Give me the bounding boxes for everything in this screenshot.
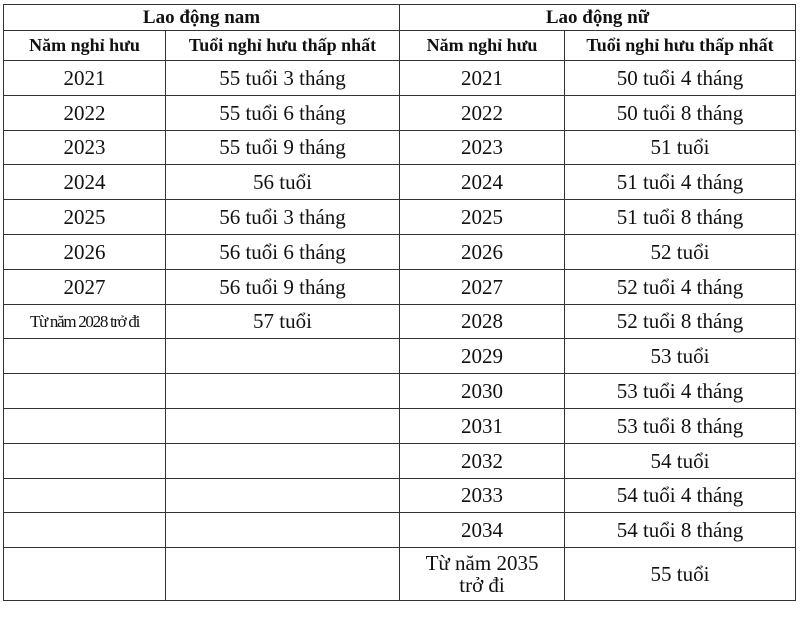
table-row xyxy=(4,269,796,304)
table-cell-male-age: 55 tuổi 6 tháng xyxy=(166,95,400,130)
table-row xyxy=(4,478,796,513)
table-cell-female-age: 51 tuổi 4 tháng xyxy=(565,165,796,200)
table-cell-female-age: 53 tuổi xyxy=(565,339,796,374)
table-cell-female-year: 2028 xyxy=(400,304,565,339)
table-cell-female-year: 2026 xyxy=(400,234,565,269)
retirement-age-table xyxy=(3,4,796,601)
table-row xyxy=(4,374,796,409)
table-cell-male-age: 55 tuổi 3 tháng xyxy=(166,61,400,96)
table-cell-female-year: 2025 xyxy=(400,200,565,235)
table-row xyxy=(4,234,796,269)
table-cell-female-age: 54 tuổi 4 tháng xyxy=(565,478,796,513)
table-cell-male-year xyxy=(4,443,166,478)
table-row xyxy=(4,513,796,548)
table-cell-female-year: 2021 xyxy=(400,61,565,96)
table-cell-female-age: 51 tuổi 8 tháng xyxy=(565,200,796,235)
table-cell-male-age xyxy=(166,478,400,513)
table-row xyxy=(4,200,796,235)
table-cell-male-age: 55 tuổi 9 tháng xyxy=(166,130,400,165)
table-row xyxy=(4,408,796,443)
table-row xyxy=(4,95,796,130)
table-cell-female-age: 51 tuổi xyxy=(565,130,796,165)
group-header-row xyxy=(4,5,796,31)
table-cell-male-age xyxy=(166,443,400,478)
table-cell-female-age: 54 tuổi 8 tháng xyxy=(565,513,796,548)
table-cell-female-age: 52 tuổi 4 tháng xyxy=(565,269,796,304)
column-header-female-age: Tuổi nghỉ hưu thấp nhất xyxy=(565,31,796,61)
table-cell-male-age: 56 tuổi 6 tháng xyxy=(166,234,400,269)
table-cell-male-year: Từ năm 2028 trở đi xyxy=(4,304,166,339)
table-cell-male-year xyxy=(4,478,166,513)
table-row xyxy=(4,548,796,601)
table-cell-female-age: 53 tuổi 4 tháng xyxy=(565,374,796,409)
table-cell-female-age: 54 tuổi xyxy=(565,443,796,478)
table-cell-male-age xyxy=(166,374,400,409)
table-cell-female-year: 2022 xyxy=(400,95,565,130)
female-year-line-1: Từ năm 2035 xyxy=(425,551,539,576)
group-header-male: Lao động nam xyxy=(4,5,400,31)
table-cell-male-year xyxy=(4,513,166,548)
table-cell-male-year: 2023 xyxy=(4,130,166,165)
table-row xyxy=(4,61,796,96)
table-cell-female-age: 50 tuổi 4 tháng xyxy=(565,61,796,96)
table-cell-female-year: 2033 xyxy=(400,478,565,513)
table-cell-male-year xyxy=(4,374,166,409)
table-cell-female-year: 2023 xyxy=(400,130,565,165)
table-cell-male-age xyxy=(166,408,400,443)
table-cell-female-year: 2030 xyxy=(400,374,565,409)
table-cell-female-year: 2031 xyxy=(400,408,565,443)
table-row xyxy=(4,165,796,200)
table-cell-male-year: 2025 xyxy=(4,200,166,235)
table-cell-female-year: 2034 xyxy=(400,513,565,548)
table-cell-male-age xyxy=(166,513,400,548)
table-cell-male-year: 2022 xyxy=(4,95,166,130)
table-cell-female-year xyxy=(400,548,565,601)
column-header-male-year: Năm nghỉ hưu xyxy=(4,31,166,61)
table-cell-male-year: 2021 xyxy=(4,61,166,96)
table-cell-male-year: 2024 xyxy=(4,165,166,200)
table-cell-male-age xyxy=(166,339,400,374)
table-cell-female-age: 50 tuổi 8 tháng xyxy=(565,95,796,130)
table-cell-male-age: 56 tuổi 9 tháng xyxy=(166,269,400,304)
table-cell-male-year xyxy=(4,548,166,601)
table-cell-female-age: 55 tuổi xyxy=(565,548,796,601)
table-row xyxy=(4,339,796,374)
table-cell-female-year: 2032 xyxy=(400,443,565,478)
table-cell-male-year xyxy=(4,339,166,374)
table-cell-female-year: 2024 xyxy=(400,165,565,200)
column-header-male-age: Tuổi nghỉ hưu thấp nhất xyxy=(166,31,400,61)
table-cell-male-age: 56 tuổi 3 tháng xyxy=(166,200,400,235)
table-cell-male-age: 56 tuổi xyxy=(166,165,400,200)
group-header-female: Lao động nữ xyxy=(400,5,796,31)
table-cell-female-year: 2029 xyxy=(400,339,565,374)
table-row xyxy=(4,304,796,339)
column-header-female-year: Năm nghỉ hưu xyxy=(400,31,565,61)
table-cell-female-age: 52 tuổi xyxy=(565,234,796,269)
female-year-line-2: trở đi xyxy=(459,573,505,598)
table-row xyxy=(4,443,796,478)
table-body xyxy=(4,61,796,548)
table-cell-male-year: 2027 xyxy=(4,269,166,304)
column-header-row xyxy=(4,31,796,61)
table-cell-female-age: 53 tuổi 8 tháng xyxy=(565,408,796,443)
table-cell-female-year: 2027 xyxy=(400,269,565,304)
table-cell-male-year: 2026 xyxy=(4,234,166,269)
table-cell-female-age: 52 tuổi 8 tháng xyxy=(565,304,796,339)
table-cell-male-year xyxy=(4,408,166,443)
table-cell-male-age xyxy=(166,548,400,601)
table-cell-male-age: 57 tuổi xyxy=(166,304,400,339)
table-row xyxy=(4,130,796,165)
